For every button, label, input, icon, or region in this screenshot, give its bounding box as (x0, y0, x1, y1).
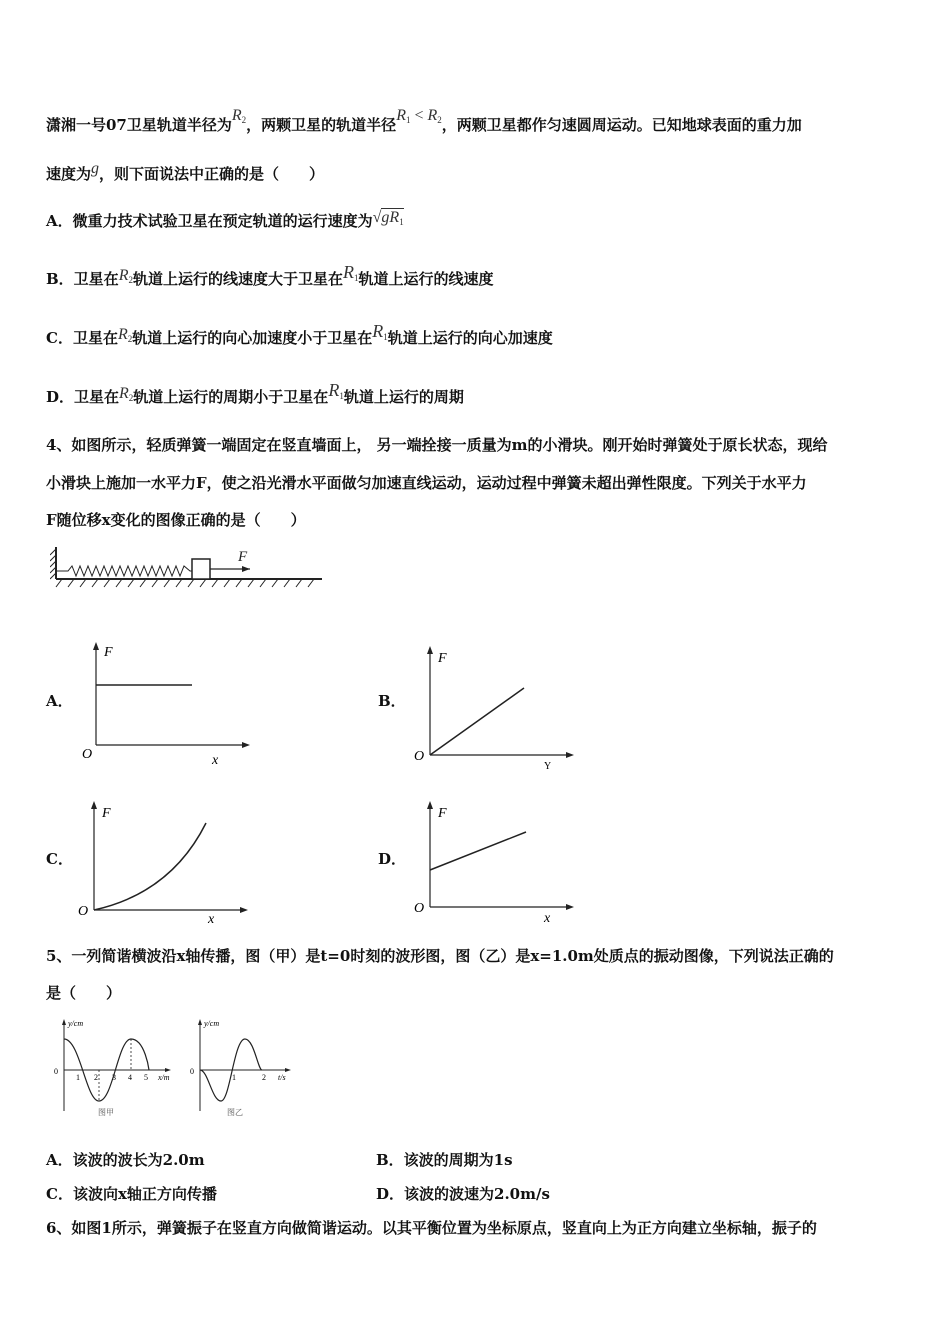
svg-text:t/s: t/s (278, 1073, 286, 1082)
svg-text:x: x (544, 911, 551, 926)
svg-text:O: O (414, 901, 425, 916)
svg-text:1: 1 (76, 1073, 80, 1082)
q3-option-b: B．卫星在$R_2$轨道上运行的线速度大于卫星在$R_1$轨道上运行的线速度 (46, 262, 494, 288)
svg-text:0: 0 (54, 1067, 58, 1076)
svg-text:O: O (82, 747, 93, 762)
g-symbol: g (91, 160, 100, 177)
svg-text:Y: Y (544, 761, 552, 770)
q4-option-c-label: C． (46, 850, 73, 868)
q3-option-d: D．卫星在$R_2$轨道上运行的周期小于卫星在$R_1$轨道上运行的周期 (46, 380, 464, 406)
svg-text:y/cm: y/cm (204, 1019, 220, 1028)
q4-graph-b (410, 640, 590, 770)
svg-text:图甲: 图甲 (98, 1108, 114, 1117)
q4-stem-line1: 4、如图所示，轻质弹簧一端固定在竖直墙面上， 另一端拴接一质量为m的小滑块。刚开始时弹簧处于原长状态，现给 (46, 436, 828, 454)
spring-diagram (50, 545, 325, 595)
q4-graph-d (410, 795, 590, 930)
q5-option-b: B．该波的周期为1s (376, 1151, 513, 1169)
graph-d-line (430, 832, 526, 870)
svg-text:O: O (78, 904, 89, 919)
q4-graph-a (76, 640, 256, 770)
svg-text:2: 2 (262, 1073, 266, 1082)
q5-stem-line2: 是（ ） (46, 984, 122, 1002)
graph-c-curve (94, 823, 206, 910)
q3-option-c: C．卫星在$R_2$轨道上运行的向心加速度小于卫星在$R_1$轨道上运行的向心加速度 (46, 321, 553, 347)
r2-symbol: $R_2$ (231, 107, 247, 125)
svg-text:2: 2 (94, 1073, 98, 1082)
q3-option-a: A．微重力技术试验卫星在预定轨道的运行速度为$√gR_1$ (46, 209, 404, 230)
ground-hatch (56, 579, 314, 587)
q4-graph-c (76, 795, 256, 930)
q5-option-a: A．该波的波长为2.0m (46, 1151, 205, 1169)
svg-text:0: 0 (190, 1067, 194, 1076)
q5-option-d: D．该波的波速为2.0m/s (376, 1185, 550, 1203)
sqrt-gr1: $√gR_1$ (372, 209, 404, 227)
svg-text:3: 3 (112, 1073, 116, 1082)
svg-text:O: O (414, 749, 425, 764)
spring (56, 566, 192, 576)
q3-stem-line1: 潇湘一号07卫星轨道半径为$R_2$，两颗卫星的轨道半径$R_1 < R_2$，两颗卫星都作匀速圆周运动。已知地球表面的重力加 (46, 107, 802, 134)
q5-option-c: C．该波向x轴正方向传播 (46, 1185, 217, 1203)
r1-lt-r2: $R_1 < R_2$ (396, 107, 442, 125)
q6-stem-line1: 6、如图1所示，弹簧振子在竖直方向做简谐运动。以其平衡位置为坐标原点，竖直向上为正方向建立坐标轴，振子的 (46, 1219, 817, 1237)
force-label: F (238, 549, 248, 565)
svg-text:1: 1 (232, 1073, 236, 1082)
q4-option-b-label: B． (378, 692, 406, 710)
slider-block (192, 559, 210, 579)
svg-text:F: F (438, 806, 447, 821)
q4-option-d-label: D． (378, 850, 407, 868)
svg-text:4: 4 (128, 1073, 132, 1082)
svg-text:5: 5 (144, 1073, 148, 1082)
svg-text:F: F (102, 806, 111, 821)
svg-text:F: F (438, 651, 447, 666)
q3-stem-line2: 速度为g，则下面说法中正确的是（ ） (46, 160, 325, 183)
svg-text:y/cm: y/cm (68, 1019, 84, 1028)
q4-stem-line3: F随位移x变化的图像正确的是（ ） (46, 511, 306, 529)
graph-b-line (430, 688, 524, 755)
q4-option-a-label: A． (46, 692, 73, 710)
svg-text:x/m: x/m (158, 1073, 170, 1082)
svg-text:图乙: 图乙 (227, 1108, 243, 1117)
q5-figure-yi (190, 1015, 305, 1120)
q5-stem-line1: 5、一列简谐横波沿x轴传播，图（甲）是t=0时刻的波形图，图（乙）是x=1.0m处质点的振动图像，下列说法正确的 (46, 947, 834, 965)
svg-text:F: F (104, 645, 113, 660)
q4-stem-line2: 小滑块上施加一水平力F，使之沿光滑水平面做匀加速直线运动，运动过程中弹簧未超出弹性限度。下列关于水平力 (46, 474, 807, 492)
q5-figure-jia (50, 1015, 185, 1120)
svg-text:x: x (208, 912, 215, 927)
force-arrowhead (242, 566, 250, 572)
svg-text:x: x (212, 753, 219, 768)
